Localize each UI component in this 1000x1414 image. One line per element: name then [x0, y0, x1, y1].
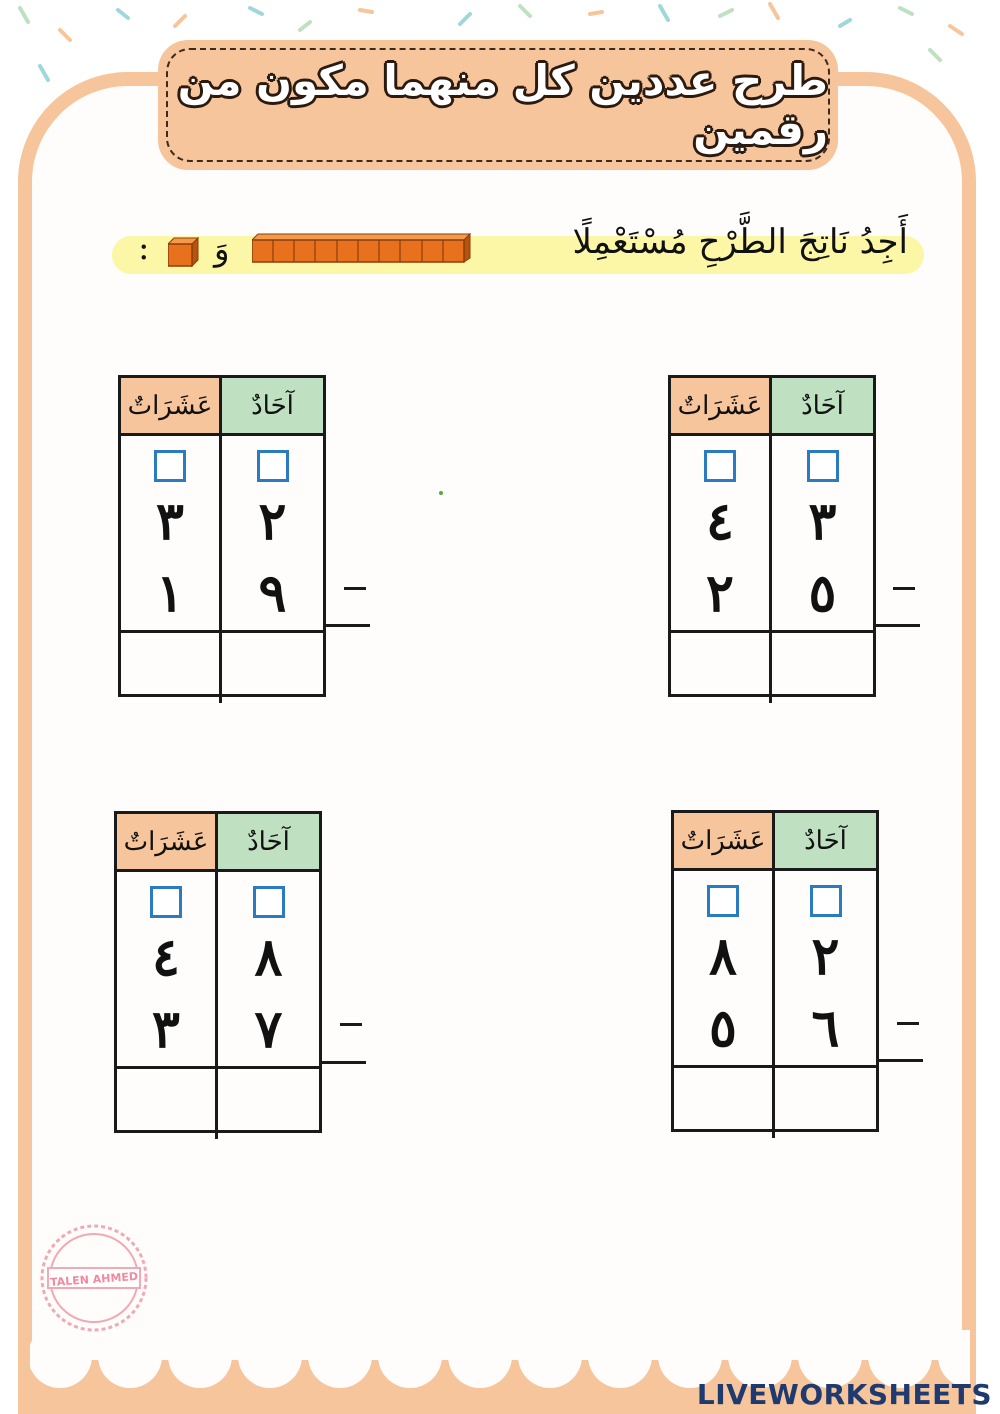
sum-line — [876, 624, 920, 627]
ones-bottom-digit: ٩ — [258, 563, 287, 624]
regroup-box-ones[interactable] — [253, 886, 285, 918]
regroup-box-ones[interactable] — [807, 450, 839, 482]
ones-column — [218, 872, 319, 1069]
tens-header: عَشَرَاتٌ — [671, 378, 772, 436]
answer-ones-cell[interactable] — [772, 633, 873, 703]
brand-watermark: LIVEWORKSHEETS — [696, 1378, 992, 1411]
ones-header: آحَادٌ — [222, 378, 323, 436]
tens-column — [117, 872, 218, 1069]
regroup-box-tens[interactable] — [154, 450, 186, 482]
ones-top-digit: ٢ — [258, 491, 287, 552]
minus-sign — [340, 1023, 362, 1026]
tens-header: عَشَرَاتٌ — [117, 814, 218, 872]
ones-bottom-digit: ٥ — [808, 563, 837, 624]
tens-bottom-digit: ٥ — [709, 998, 737, 1059]
tens-top-digit: ٤ — [706, 491, 734, 552]
title-banner — [158, 40, 838, 170]
instruction-text: أَجِدُ نَاتِجَ الطَّرْحِ مُسْتَعْمِلًا — [572, 222, 908, 262]
page-title: طرح عددين كل منهما مكون من رقمين — [177, 56, 828, 154]
regroup-box-tens[interactable] — [707, 885, 739, 917]
answer-tens-cell[interactable] — [121, 633, 222, 703]
tens-column — [674, 871, 775, 1068]
stamp-logo — [38, 1222, 150, 1334]
tens-top-digit: ٣ — [156, 491, 184, 552]
sum-line — [322, 1061, 366, 1064]
tens-header: عَشَرَاتٌ — [674, 813, 775, 871]
ones-header: آحَادٌ — [775, 813, 876, 871]
tens-top-digit: ٨ — [709, 926, 737, 987]
ones-header: آحَادٌ — [218, 814, 319, 872]
unit-cube-icon — [168, 236, 200, 268]
regroup-box-tens[interactable] — [704, 450, 736, 482]
tens-bottom-digit: ٣ — [152, 999, 180, 1060]
answer-ones-cell[interactable] — [218, 1069, 319, 1139]
subtraction-problem-4 — [114, 811, 322, 1133]
ones-bottom-digit: ٦ — [811, 998, 840, 1059]
tens-bottom-digit: ٢ — [706, 563, 734, 624]
and-connector: وَ — [214, 230, 230, 268]
tens-column — [121, 436, 222, 633]
instruction-colon: : — [138, 228, 150, 268]
answer-tens-cell[interactable] — [117, 1069, 218, 1139]
sum-line — [326, 624, 370, 627]
regroup-box-tens[interactable] — [150, 886, 182, 918]
subtraction-problem-2 — [118, 375, 326, 697]
tens-top-digit: ٤ — [152, 927, 180, 988]
answer-tens-cell[interactable] — [674, 1068, 775, 1138]
tens-rod-icon — [252, 232, 472, 264]
regroup-box-ones[interactable] — [810, 885, 842, 917]
ones-header: آحَادٌ — [772, 378, 873, 436]
ones-bottom-digit: ٧ — [254, 999, 283, 1060]
minus-sign — [893, 587, 915, 590]
stray-dot — [439, 491, 443, 495]
subtraction-problem-1 — [668, 375, 876, 697]
title-dashed-border — [166, 48, 830, 162]
sum-line — [879, 1059, 923, 1062]
tens-bottom-digit: ١ — [156, 563, 184, 624]
regroup-box-ones[interactable] — [257, 450, 289, 482]
answer-ones-cell[interactable] — [222, 633, 323, 703]
ones-column — [775, 871, 876, 1068]
minus-sign — [344, 587, 366, 590]
tens-column — [671, 436, 772, 633]
subtraction-problem-3 — [671, 810, 879, 1132]
ones-top-digit: ٨ — [254, 927, 283, 988]
ones-top-digit: ٢ — [811, 926, 840, 987]
answer-ones-cell[interactable] — [775, 1068, 876, 1138]
answer-tens-cell[interactable] — [671, 633, 772, 703]
tens-header: عَشَرَاتٌ — [121, 378, 222, 436]
svg-text:TALEN AHMED: TALEN AHMED — [49, 1269, 139, 1290]
ones-column — [772, 436, 873, 633]
minus-sign — [897, 1022, 919, 1025]
ones-column — [222, 436, 323, 633]
ones-top-digit: ٣ — [808, 491, 837, 552]
